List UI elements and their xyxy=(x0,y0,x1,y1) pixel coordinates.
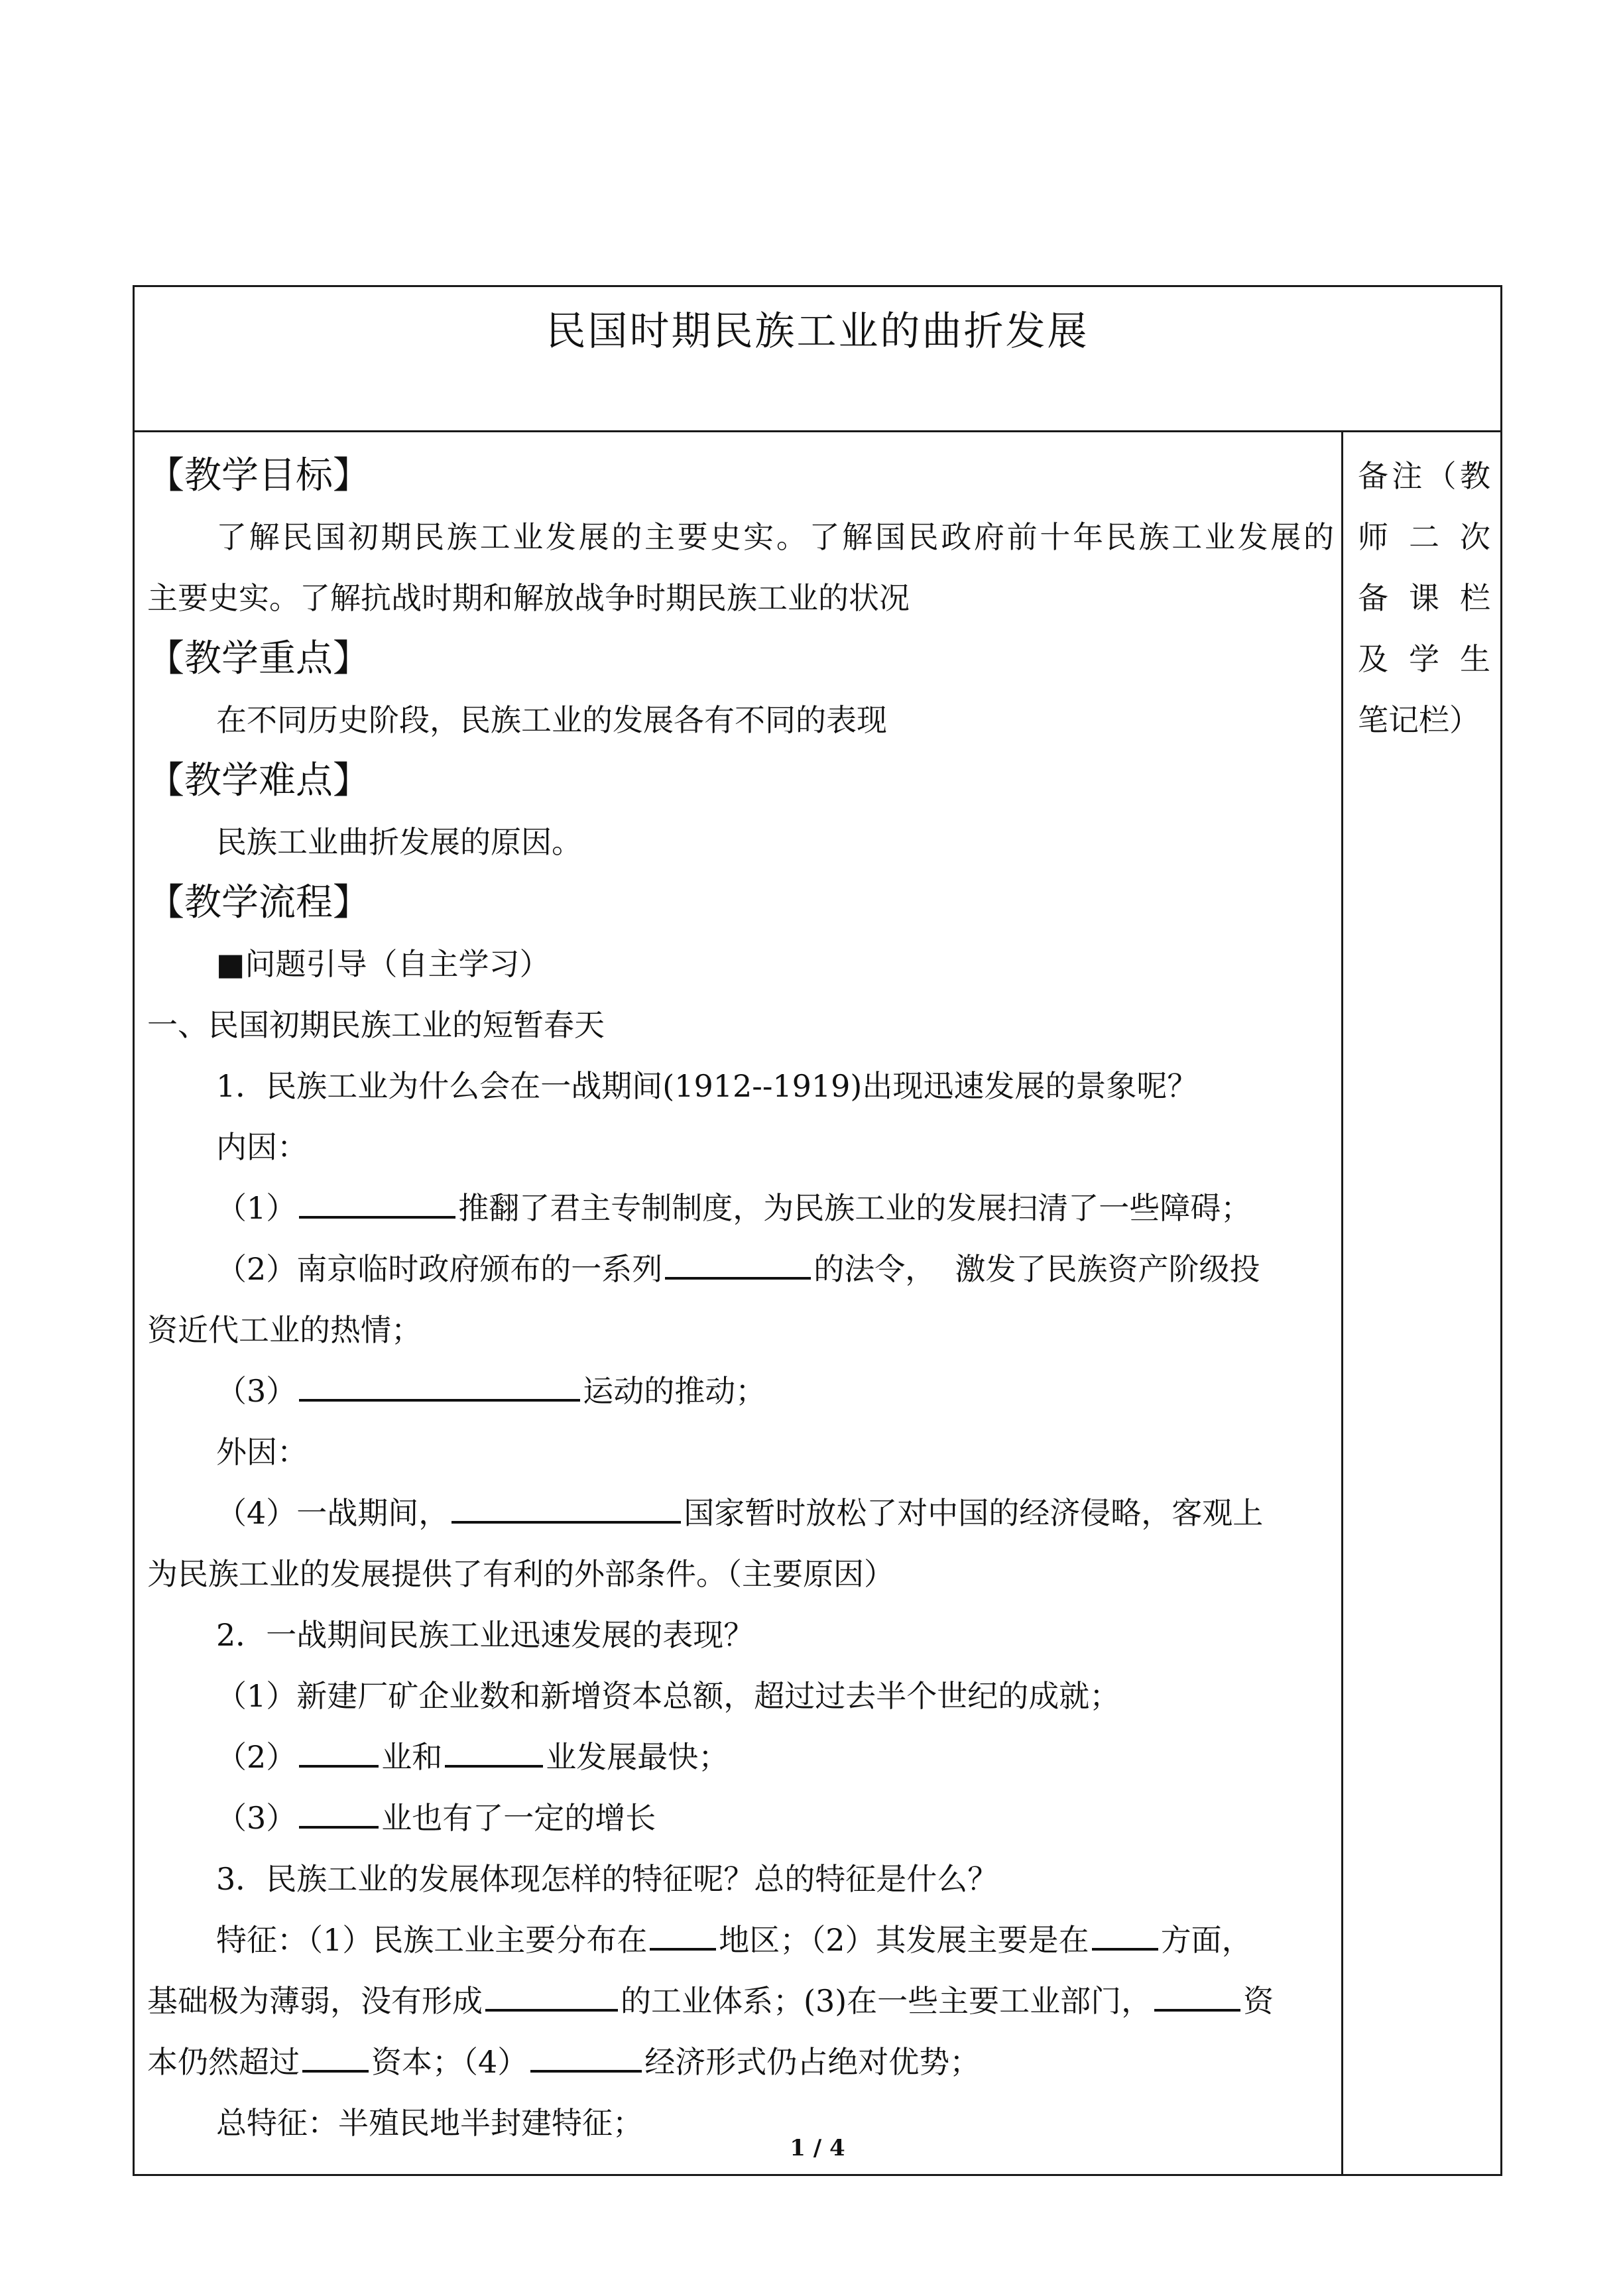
question-2: 2．一战期间民族工业迅速发展的表现？ xyxy=(216,1617,754,1653)
fill-blank[interactable] xyxy=(1092,1919,1158,1951)
side-note-line: 师 二 次 xyxy=(1358,519,1490,555)
fill-blank[interactable] xyxy=(451,1492,681,1524)
external-label: 外因： xyxy=(216,1434,308,1470)
fill-blank[interactable] xyxy=(299,1736,379,1768)
guide-label: ■问题引导（自主学习） xyxy=(216,946,550,982)
internal-label: 内因： xyxy=(216,1129,308,1165)
feature-line-2: 基础极为薄弱，没有形成 的工业体系；(3)在一些主要工业部门， 资 xyxy=(147,1970,1334,2031)
fill-blank[interactable] xyxy=(302,2041,369,2073)
performance-3: （3） 业也有了一定的增长 xyxy=(147,1787,1334,1848)
key-text: 在不同历史阶段，民族工业的发展各有不同的表现 xyxy=(216,702,887,738)
goal-heading: 【教学目标】 xyxy=(147,454,370,497)
fill-blank[interactable] xyxy=(665,1248,811,1280)
item-2-cont: 资近代工业的热情； xyxy=(147,1312,422,1348)
page-title: 民国时期民族工业的曲折发展 xyxy=(546,308,1089,355)
fill-blank[interactable] xyxy=(445,1736,543,1768)
lesson-content xyxy=(147,446,1334,2153)
feature-line-3: 本仍然超过 资本；（4） 经济形式仍占绝对优势； xyxy=(147,2031,1334,2092)
flow-heading: 【教学流程】 xyxy=(147,881,370,924)
column-divider xyxy=(1341,430,1343,2176)
fill-blank[interactable] xyxy=(299,1370,580,1402)
goal-text-line: 了解民国初期民族工业发展的主要史实。了解国民政府前十年民族工业发展的 xyxy=(216,519,1334,555)
feature-line-1: 特征：（1）民族工业主要分布在 地区；（2）其发展主要是在 方面， xyxy=(147,1909,1334,1970)
side-note-line: 备 课 栏 xyxy=(1358,580,1490,616)
side-note-line: 笔记栏） xyxy=(1358,702,1480,738)
fill-blank[interactable] xyxy=(650,1919,716,1951)
fill-blank[interactable] xyxy=(299,1797,379,1829)
item-2: （2）南京临时政府颁布的一系列 的法令， 激发了民族资产阶级投 xyxy=(147,1239,1334,1299)
difficulty-text: 民族工业曲折发展的原因。 xyxy=(216,824,582,860)
difficulty-heading: 【教学难点】 xyxy=(147,759,370,802)
fill-blank[interactable] xyxy=(530,2041,642,2073)
goal-text-line: 主要史实。了解抗战时期和解放战争时期民族工业的状况 xyxy=(147,580,910,616)
key-heading: 【教学重点】 xyxy=(147,637,370,680)
performance-2: （2） 业和 业发展最快； xyxy=(147,1726,1334,1787)
side-note-line: 及 学 生 xyxy=(1358,641,1490,677)
question-3: 3．民族工业的发展体现怎样的特征呢？总的特征是什么？ xyxy=(216,1861,998,1897)
summary-line: 总特征：半殖民地半封建特征； xyxy=(216,2105,643,2141)
section-title: 一、民国初期民族工业的短暂春天 xyxy=(147,1007,605,1043)
page-number: 1 / 4 xyxy=(790,2135,845,2161)
side-note-line: 备注（教 xyxy=(1358,458,1490,494)
question-1: 1．民族工业为什么会在一战期间(1912--1919)出现迅速发展的景象呢？ xyxy=(216,1068,1198,1104)
item-4: （4）一战期间， 国家暂时放松了对中国的经济侵略，客观上 xyxy=(147,1482,1334,1543)
fill-blank[interactable] xyxy=(299,1187,455,1219)
fill-blank[interactable] xyxy=(1154,1980,1240,2012)
item-4-cont: 为民族工业的发展提供了有利的外部条件。（主要原因） xyxy=(147,1556,894,1592)
item-3: （3） 运动的推动； xyxy=(147,1360,1334,1421)
side-note-column xyxy=(1358,446,1490,751)
performance-1: （1）新建厂矿企业数和新增资本总额，超过过去半个世纪的成就； xyxy=(216,1678,1120,1714)
item-1: （1） 推翻了君主专制制度，为民族工业的发展扫清了一些障碍； xyxy=(147,1178,1334,1239)
fill-blank[interactable] xyxy=(485,1980,618,2012)
